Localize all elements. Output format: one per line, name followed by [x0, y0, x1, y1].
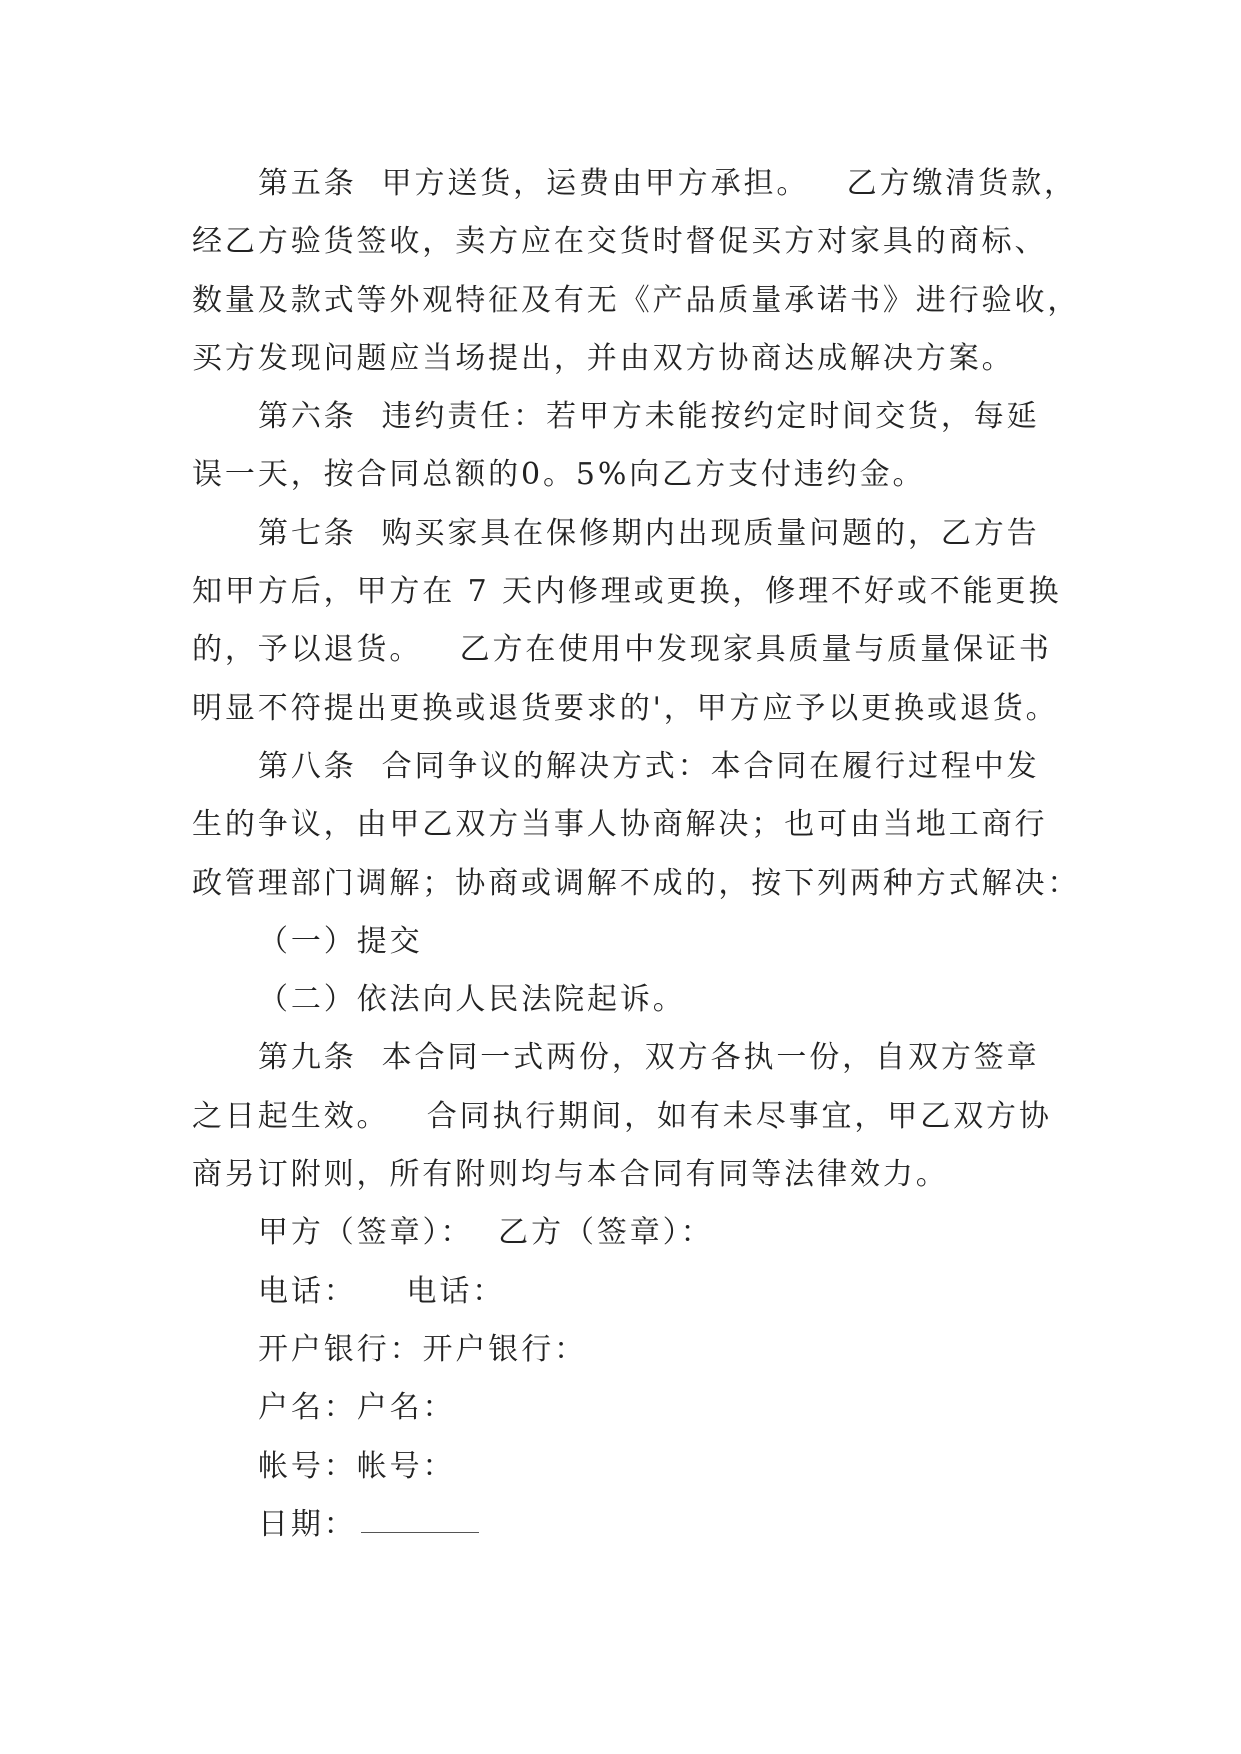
dispute-option-1: （一）提交 [258, 923, 423, 959]
phone-line: 电话： 电话： [258, 1273, 506, 1309]
date-label: 日期： [258, 1506, 357, 1542]
account-name-line: 户名：户名： [258, 1390, 456, 1426]
account-number-line: 帐号：帐号： [258, 1448, 456, 1484]
article-8-line-3: 政管理部门调解；协商或调解不成的，按下列两种方式解决： [192, 865, 1081, 901]
article-9-line-1: 第九条 本合同一式两份，双方各执一份，自双方签章 [258, 1040, 1040, 1076]
article-5-line-1: 第五条 甲方送货，运费由甲方承担。 乙方缴清货款， [258, 166, 1077, 201]
article-7-line-4: 明显不符提出更换或退货要求的'，甲方应予以更换或退货。 [192, 690, 1059, 726]
article-8-line-2: 生的争议，由甲乙双方当事人协商解决；也可由当地工商行 [192, 807, 1048, 843]
article-5-line-3: 数量及款式等外观特征及有无《产品质量承诺书》进行验收， [192, 282, 1081, 318]
article-6-line-1: 第六条 违约责任：若甲方未能按约定时间交货，每延 [258, 399, 1040, 435]
article-8-line-1: 第八条 合同争议的解决方式：本合同在履行过程中发 [258, 748, 1040, 784]
bank-line: 开户银行：开户银行： [258, 1331, 587, 1367]
article-5-line-4: 买方发现问题应当场提出，并由双方协商达成解决方案。 [192, 340, 1015, 376]
article-7-line-3: 的，予以退货。 乙方在使用中发现家具质量与质量保证书 [192, 632, 1052, 668]
article-5-line-2: 经乙方验货签收，卖方应在交货时督促买方对家具的商标、 [192, 224, 1048, 260]
article-9-line-2: 之日起生效。 合同执行期间，如有未尽事宜，甲乙双方协 [192, 1098, 1052, 1134]
article-7-line-2: 知甲方后，甲方在 7 天内修理或更换，修理不好或不能更换 [192, 574, 1062, 610]
dispute-option-2: （二）依法向人民法院起诉。 [258, 982, 686, 1018]
article-6-line-2: 误一天，按合同总额的0。5%向乙方支付违约金。 [192, 457, 926, 493]
article-7-line-1: 第七条 购买家具在保修期内出现质量问题的，乙方告 [258, 515, 1040, 551]
date-line [0, 1496, 1241, 1554]
date-blank-line [361, 1532, 479, 1533]
signature-line: 甲方（签章）： 乙方（签章）： [258, 1215, 714, 1251]
article-9-line-3: 商另订附则，所有附则均与本合同有同等法律效力。 [192, 1157, 949, 1193]
